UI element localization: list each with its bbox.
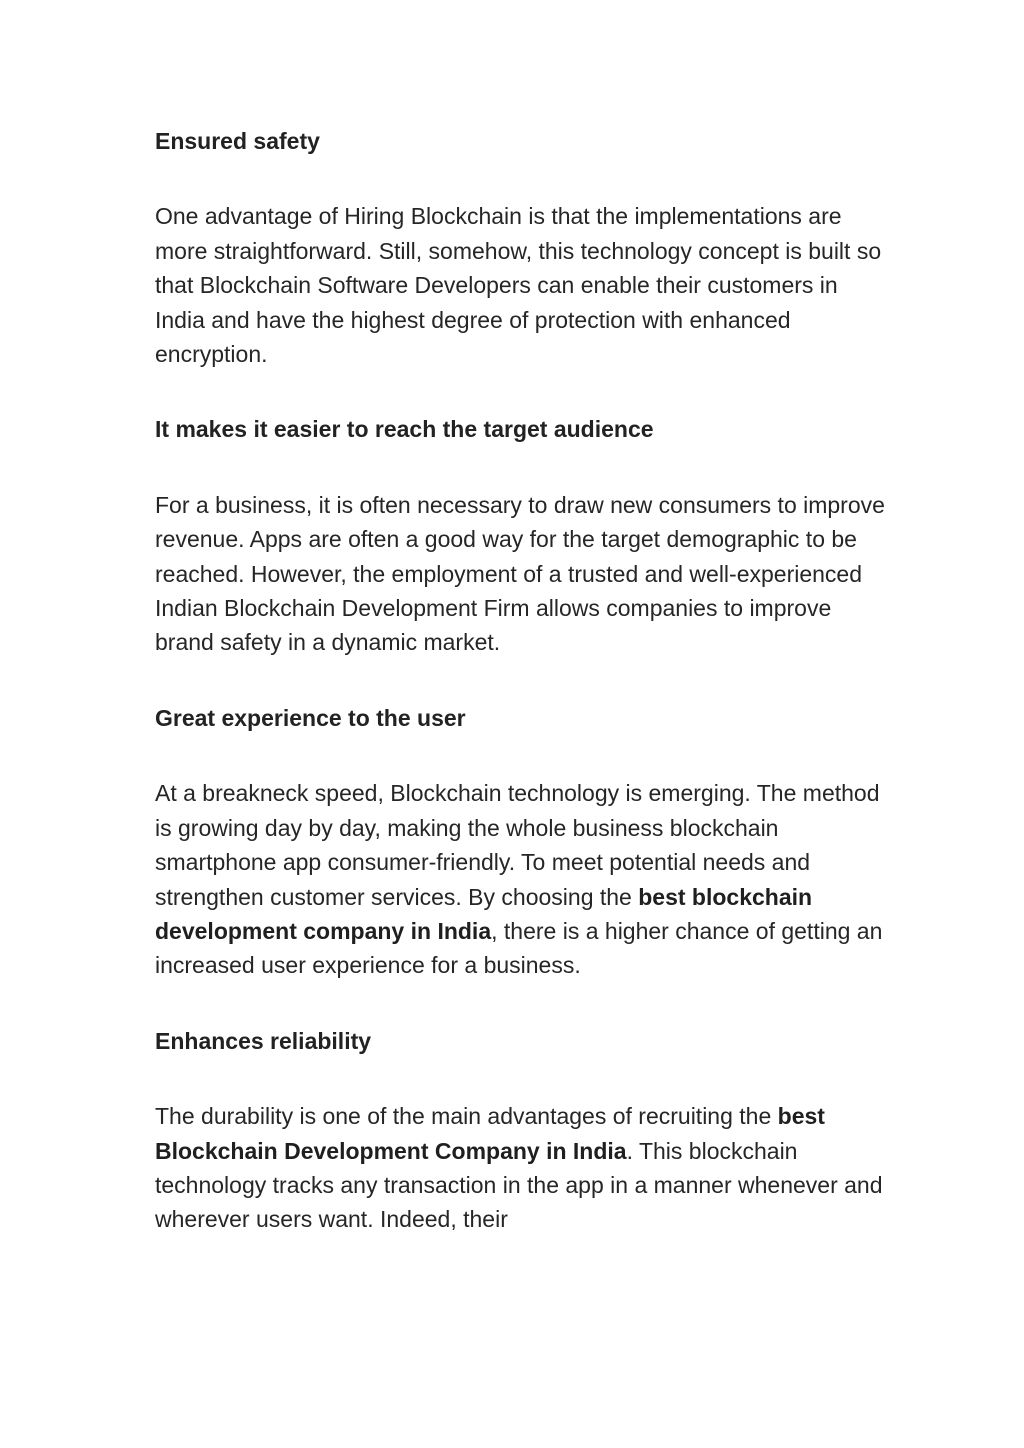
section-paragraph-target-audience: For a business, it is often necessary to draw new consumers to improve revenue. Apps are often a good way for the target demographic to be reached. However, the employment of a trusted and well-experienced Indian Blockchain Development Firm allows companies to improve brand safety in a dynamic market.: [155, 491, 885, 656]
section-heading-target-audience: It makes it easier to reach the target audience: [155, 416, 654, 443]
section-heading-reliability: Enhances reliability: [155, 1027, 372, 1054]
spacer: [155, 1058, 885, 1099]
spacer: [155, 660, 885, 701]
section-paragraph-reliability: [155, 1099, 885, 1237]
spacer: [155, 983, 885, 1024]
spacer: [155, 735, 885, 776]
section-heading-ensured-safety: Ensured safety: [155, 128, 320, 154]
paragraph-text: At a breakneck speed, Blockchain technology is emerging. The method is growing day by day, making the whole business blockchain smartphone app consumer-friendly. To meet potential needs and strengthen customer services. By choosing the: [155, 780, 880, 910]
section-heading-user-experience: Great experience to the user: [155, 704, 466, 731]
document-page: [155, 124, 885, 1237]
keyword-link-text: best Blockchain Development Company in India: [155, 1103, 825, 1164]
spacer: [155, 371, 885, 412]
spacer: [155, 447, 885, 488]
section-paragraph-ensured-safety: One advantage of Hiring Blockchain is that the implementations are more straightforward. Still, somehow, this technology concept is built so that Blockchain Software Developers can enable their customers in India and have the highest degree of protection with enhanced encryption.: [155, 203, 882, 368]
section-paragraph-user-experience: [155, 776, 885, 982]
paragraph-text: . This blockchain technology tracks any transaction in the app in a manner whenever and wherever users want. Indeed, their: [155, 1137, 883, 1233]
paragraph-text: The durability is one of the main advantages of recruiting the: [155, 1103, 778, 1130]
spacer: [155, 158, 885, 199]
paragraph-text: , there is a higher chance of getting an increased user experience for a business.: [155, 917, 883, 979]
keyword-link-text: best blockchain development company in India: [155, 883, 813, 944]
